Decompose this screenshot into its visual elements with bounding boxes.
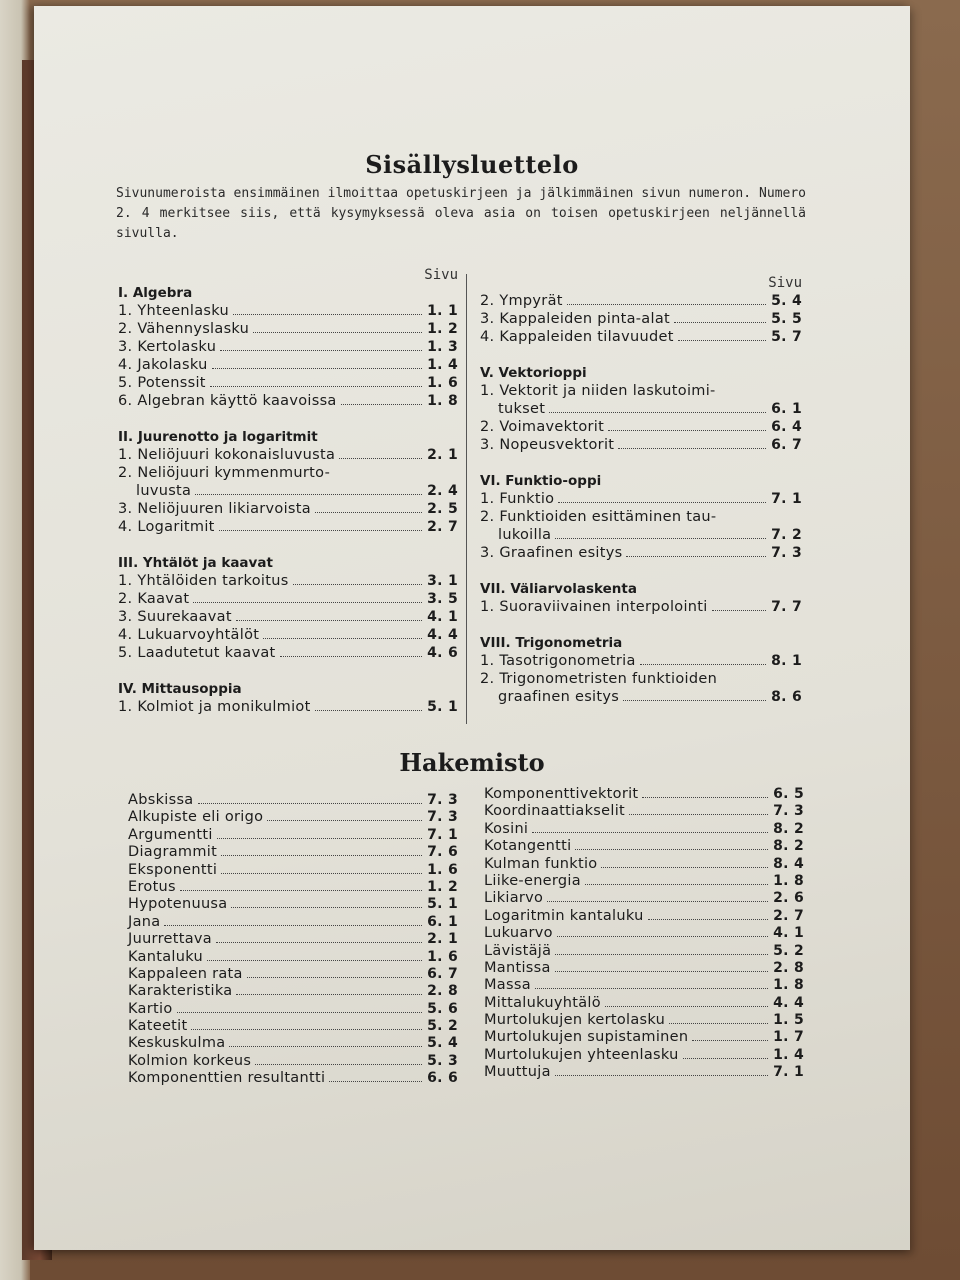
toc-right-continuation (480, 292, 802, 346)
entry-text: 1. Yhteenlasku (118, 303, 230, 319)
leader-dots (177, 1012, 423, 1013)
leader-dots (642, 797, 768, 798)
leader-dots (623, 700, 766, 701)
page-number: 5. 2 (773, 942, 804, 959)
index-entry (484, 925, 804, 942)
toc-entry (118, 608, 458, 626)
section-gap (118, 662, 458, 674)
leader-dots (180, 890, 422, 891)
leader-dots (648, 919, 768, 920)
toc-entry (480, 688, 802, 706)
toc-entry (480, 436, 802, 454)
leader-dots (231, 907, 422, 908)
index-entry (128, 879, 458, 896)
leader-dots (191, 1029, 422, 1030)
leader-dots (575, 849, 768, 850)
toc-entry (118, 518, 458, 536)
page-number: 8. 2 (773, 838, 804, 855)
entry-text: Kantaluku (128, 948, 203, 965)
page-number: 4. 6 (427, 645, 458, 661)
toc-entry (118, 338, 458, 356)
leader-dots (221, 855, 422, 856)
page-number: 3. 5 (427, 591, 458, 607)
page-number: 5. 6 (427, 1000, 458, 1017)
section-title: VII. Väliarvolaskenta (480, 581, 637, 597)
index-entry (484, 1047, 804, 1064)
toc-entry (480, 328, 802, 346)
page-number: 7. 1 (427, 826, 458, 843)
entry-text: Likiarvo (484, 890, 544, 907)
toc-entry (480, 598, 802, 616)
leader-dots (608, 430, 766, 431)
entry-text: Liike-energia (484, 872, 581, 889)
page-number: 2. 7 (773, 907, 804, 924)
page-number: 5. 2 (427, 1018, 458, 1035)
document-page (34, 6, 910, 1250)
section-gap (118, 536, 458, 548)
leader-dots (547, 901, 768, 902)
page-number: 2. 4 (427, 483, 458, 499)
entry-text: 3. Kertolasku (118, 339, 217, 355)
leader-dots (555, 954, 768, 955)
column-divider (466, 274, 467, 724)
page-number: 2. 5 (427, 501, 458, 517)
entry-text: Eksponentti (128, 861, 218, 878)
entry-text: 3. Suurekaavat (118, 609, 232, 625)
entry-text: Diagrammit (128, 844, 218, 861)
leader-dots (236, 620, 422, 621)
section-gap (480, 562, 802, 574)
leader-dots (532, 832, 768, 833)
entry-text: 2. Ympyrät (480, 293, 563, 309)
leader-dots (220, 350, 422, 351)
entry-text: Koordinaattiakselit (484, 803, 626, 820)
entry-text: 5. Laadutetut kaavat (118, 645, 276, 661)
page-number: 1. 2 (427, 878, 458, 895)
toc-right-column (480, 274, 802, 706)
leader-dots (253, 332, 422, 333)
page-number: 7. 1 (773, 1064, 804, 1081)
sivu-header-left: Sivu (424, 267, 458, 283)
entry-text: 2. Voimavektorit (480, 419, 605, 435)
leader-dots (567, 304, 766, 305)
toc-entry (118, 446, 458, 464)
leader-dots (247, 977, 422, 978)
entry-text: 1. Kolmiot ja monikulmiot (118, 699, 311, 715)
page-number: 1. 5 (773, 1012, 804, 1029)
entry-text: 1. Funktio (480, 491, 555, 507)
page-number: 1. 7 (773, 1029, 804, 1046)
page-number: 2. 8 (427, 983, 458, 1000)
entry-text: 1. Vektorit ja niiden laskutoimi- (480, 383, 716, 399)
entry-text: 5. Potenssit (118, 375, 206, 391)
leader-dots (618, 448, 766, 449)
entry-text: Murtolukujen supistaminen (484, 1029, 689, 1046)
page-number: 3. 1 (427, 573, 458, 589)
toc-entry (118, 464, 458, 482)
entry-text: 2. Trigonometristen funktioiden (480, 671, 718, 687)
page-number: 7. 2 (771, 527, 802, 543)
index-entry (128, 1001, 458, 1018)
entry-text: Kulman funktio (484, 855, 598, 872)
leader-dots (280, 656, 422, 657)
entry-text: Kotangentti (484, 838, 572, 855)
leader-dots (674, 322, 766, 323)
leader-dots (329, 1081, 422, 1082)
leader-dots (236, 994, 422, 995)
section-title: IV. Mittausoppia (118, 681, 242, 697)
leader-dots (692, 1040, 768, 1041)
page-number: 5. 5 (771, 311, 802, 327)
page-number: 4. 4 (773, 994, 804, 1011)
leader-dots (198, 803, 423, 804)
toc-entry (118, 482, 458, 500)
entry-text: Mittalukuyhtälö (484, 994, 601, 1011)
page-number: 1. 4 (427, 357, 458, 373)
entry-text: Kappaleen rata (128, 965, 243, 982)
page-number: 5. 1 (427, 699, 458, 715)
leader-dots (212, 368, 422, 369)
index-entry (484, 1029, 804, 1046)
index-entry (484, 873, 804, 890)
toc-entry (118, 644, 458, 662)
entry-text: 1. Yhtälöiden tarkoitus (118, 573, 289, 589)
entry-text: 3. Kappaleiden pinta-alat (480, 311, 670, 327)
toc-title: Sisällysluettelo (365, 150, 579, 179)
leader-dots (629, 814, 768, 815)
entry-text: 3. Graafinen esitys (480, 545, 623, 561)
leader-dots (221, 873, 422, 874)
entry-text: Lukuarvo (484, 925, 553, 942)
index-entry (128, 949, 458, 966)
entry-text: 2. Vähennyslasku (118, 321, 250, 337)
leader-dots (341, 404, 422, 405)
toc-entry (480, 418, 802, 436)
index-entry (128, 983, 458, 1000)
leader-dots (585, 884, 768, 885)
toc-entry (118, 590, 458, 608)
index-entry (484, 838, 804, 855)
entry-text: Logaritmin kantaluku (484, 907, 644, 924)
toc-entry (118, 572, 458, 590)
page-number: 8. 4 (773, 855, 804, 872)
page-number: 7. 1 (771, 491, 802, 507)
entry-text: 4. Logaritmit (118, 519, 215, 535)
index-entry (128, 827, 458, 844)
section-title: VIII. Trigonometria (480, 635, 623, 651)
page-number: 7. 3 (771, 545, 802, 561)
leader-dots (195, 494, 422, 495)
page-number: 6. 6 (427, 1070, 458, 1087)
index-left-column (128, 792, 458, 1088)
toc-entry (480, 490, 802, 508)
page-number: 5. 7 (771, 329, 802, 345)
toc-entry (480, 292, 802, 310)
page-number: 8. 2 (773, 820, 804, 837)
leader-dots (557, 936, 768, 937)
leader-dots (216, 942, 422, 943)
toc-intro: Sivunumeroista ensimmäinen ilmoittaa opetuskirjeen ja jälkimmäinen sivun numeron. Numero 2. 4 merkitsee siis, että kysymyksessä oleva asia on toisen opetuskirjeen neljännellä sivulla. (116, 186, 806, 241)
index-entry (128, 931, 458, 948)
leader-dots (263, 638, 422, 639)
toc-entry (480, 652, 802, 670)
leader-dots (315, 512, 422, 513)
toc-entry (118, 626, 458, 644)
entry-text: Argumentti (128, 826, 213, 843)
index-entry (484, 821, 804, 838)
page-number: 2. 1 (427, 447, 458, 463)
page-number: 7. 3 (427, 792, 458, 808)
page-number: 7. 3 (773, 803, 804, 820)
entry-text: 6. Algebran käyttö kaavoissa (118, 393, 337, 409)
page-number: 8. 6 (771, 689, 802, 705)
index-entry (128, 896, 458, 913)
toc-entry (480, 508, 802, 526)
entry-text: Kosini (484, 820, 529, 837)
page-number: 5. 4 (427, 1035, 458, 1052)
toc-entry (118, 392, 458, 410)
leader-dots (210, 386, 422, 387)
entry-text: Mantissa (484, 959, 551, 976)
index-entry (484, 786, 804, 803)
entry-text: Erotus (128, 878, 176, 895)
leader-dots (555, 538, 766, 539)
entry-text: Jana (128, 913, 161, 930)
page-number: 1. 3 (427, 339, 458, 355)
page-number: 6. 4 (771, 419, 802, 435)
index-entry (484, 1012, 804, 1029)
entry-text: Kateetit (128, 1018, 188, 1035)
leader-dots (207, 960, 422, 961)
toc-left-column (118, 266, 458, 716)
page-number: 1. 6 (427, 375, 458, 391)
leader-dots (558, 502, 766, 503)
page-number: 5. 3 (427, 1052, 458, 1069)
page-number: 2. 8 (773, 959, 804, 976)
index-entry (484, 803, 804, 820)
entry-text: 4. Kappaleiden tilavuudet (480, 329, 674, 345)
page-number: 6. 1 (427, 913, 458, 930)
entry-text: Abskissa (128, 792, 194, 808)
index-entry (128, 1070, 458, 1087)
entry-text: Murtolukujen yhteenlasku (484, 1046, 679, 1063)
entry-text: Massa (484, 977, 531, 994)
index-entry (484, 856, 804, 873)
page-number: 6. 5 (773, 786, 804, 802)
entry-text: Murtolukujen kertolasku (484, 1012, 666, 1029)
section-gap (480, 454, 802, 466)
page-number: 1. 8 (773, 977, 804, 994)
page-number: 6. 7 (771, 437, 802, 453)
entry-text: 2. Funktioiden esittäminen tau- (480, 509, 717, 525)
index-entry (484, 1064, 804, 1081)
index-entry (484, 890, 804, 907)
leader-dots (217, 838, 422, 839)
entry-text: tukset (498, 401, 546, 417)
leader-dots (683, 1058, 768, 1059)
page-number: 1. 1 (427, 303, 458, 319)
toc-entry (118, 356, 458, 374)
leader-dots (549, 412, 766, 413)
index-entry (128, 966, 458, 983)
leader-dots (219, 530, 422, 531)
toc-entry (480, 526, 802, 544)
toc-entry (118, 302, 458, 320)
toc-entry (118, 374, 458, 392)
index-entry (484, 908, 804, 925)
page-number: 2. 6 (773, 890, 804, 907)
page-number: 6. 1 (771, 401, 802, 417)
index-right-column (484, 786, 804, 1082)
leader-dots (339, 458, 422, 459)
section-title: V. Vektorioppi (480, 365, 587, 381)
page-number: 5. 4 (771, 293, 802, 309)
index-entry (128, 1018, 458, 1035)
leader-dots (605, 1006, 768, 1007)
toc-entry (118, 698, 458, 716)
leader-dots (229, 1046, 422, 1047)
leader-dots (555, 1075, 768, 1076)
entry-text: Kartio (128, 1000, 173, 1017)
leader-dots (712, 610, 766, 611)
entry-text: Karakteristika (128, 983, 233, 1000)
index-entry (128, 809, 458, 826)
toc-entry (480, 544, 802, 562)
leader-dots (315, 710, 422, 711)
index-entry (484, 995, 804, 1012)
leader-dots (193, 602, 422, 603)
toc-entry (480, 310, 802, 328)
index-entry (484, 943, 804, 960)
page-number: 1. 8 (773, 872, 804, 889)
leader-dots (293, 584, 422, 585)
section-gap (118, 410, 458, 422)
toc-entry (480, 382, 802, 400)
index-entry (484, 960, 804, 977)
leader-dots (601, 867, 768, 868)
entry-text: Lävistäjä (484, 942, 552, 959)
section-title: III. Yhtälöt ja kaavat (118, 555, 273, 571)
entry-text: 2. Neliöjuuri kymmenmurto- (118, 465, 331, 481)
index-entry (128, 1035, 458, 1052)
page-number: 4. 1 (427, 609, 458, 625)
entry-text: luvusta (136, 483, 192, 499)
entry-text: Muuttuja (484, 1064, 551, 1081)
index-entry (128, 862, 458, 879)
page-number: 4. 1 (773, 925, 804, 942)
entry-text: 1. Tasotrigonometria (480, 653, 636, 669)
index-entry (128, 792, 458, 809)
leader-dots (233, 314, 422, 315)
index-title: Hakemisto (399, 748, 545, 777)
page-number: 6. 7 (427, 965, 458, 982)
page-number: 5. 1 (427, 896, 458, 913)
section-gap (480, 616, 802, 628)
leader-dots (255, 1064, 422, 1065)
entry-text: Kolmion korkeus (128, 1052, 252, 1069)
page-number: 1. 6 (427, 948, 458, 965)
entry-text: Komponenttivektorit (484, 786, 639, 802)
entry-text: 2. Kaavat (118, 591, 190, 607)
page-number: 1. 4 (773, 1046, 804, 1063)
entry-text: 1. Suoraviivainen interpolointi (480, 599, 708, 615)
section-gap (480, 346, 802, 358)
sivu-header-right: Sivu (768, 275, 802, 291)
entry-text: Alkupiste eli origo (128, 809, 264, 826)
entry-text: 1. Neliöjuuri kokonaisluvusta (118, 447, 336, 463)
page-number: 7. 6 (427, 844, 458, 861)
leader-dots (678, 340, 766, 341)
page-number: 7. 7 (771, 599, 802, 615)
entry-text: Keskuskulma (128, 1035, 226, 1052)
entry-text: graafinen esitys (498, 689, 620, 705)
section-title: II. Juurenotto ja logaritmit (118, 429, 318, 445)
leader-dots (669, 1023, 768, 1024)
section-title: VI. Funktio-oppi (480, 473, 602, 489)
leader-dots (555, 971, 768, 972)
entry-text: 4. Jakolasku (118, 357, 208, 373)
entry-text: Komponenttien resultantti (128, 1070, 326, 1087)
toc-entry (118, 500, 458, 518)
index-entry (128, 1053, 458, 1070)
entry-text: 4. Lukuarvoyhtälöt (118, 627, 260, 643)
entry-text: lukoilla (498, 527, 552, 543)
entry-text: 3. Nopeusvektorit (480, 437, 615, 453)
page-number: 1. 8 (427, 393, 458, 409)
toc-entry (118, 320, 458, 338)
toc-entry (480, 670, 802, 688)
toc-entry (480, 400, 802, 418)
page-number: 1. 6 (427, 861, 458, 878)
index-entry (128, 844, 458, 861)
entry-text: Hypotenuusa (128, 896, 228, 913)
leader-dots (535, 988, 768, 989)
page-number: 2. 7 (427, 519, 458, 535)
page-number: 4. 4 (427, 627, 458, 643)
page-number: 7. 3 (427, 809, 458, 826)
index-entry (128, 914, 458, 931)
page-number: 1. 2 (427, 321, 458, 337)
index-entry (484, 977, 804, 994)
leader-dots (640, 664, 766, 665)
leader-dots (164, 925, 422, 926)
leader-dots (267, 820, 422, 821)
entry-text: 3. Neliöjuuren likiarvoista (118, 501, 311, 517)
page-number: 2. 1 (427, 931, 458, 948)
page-number: 8. 1 (771, 653, 802, 669)
leader-dots (626, 556, 766, 557)
entry-text: Juurrettava (128, 931, 212, 948)
section-title: I. Algebra (118, 285, 193, 301)
